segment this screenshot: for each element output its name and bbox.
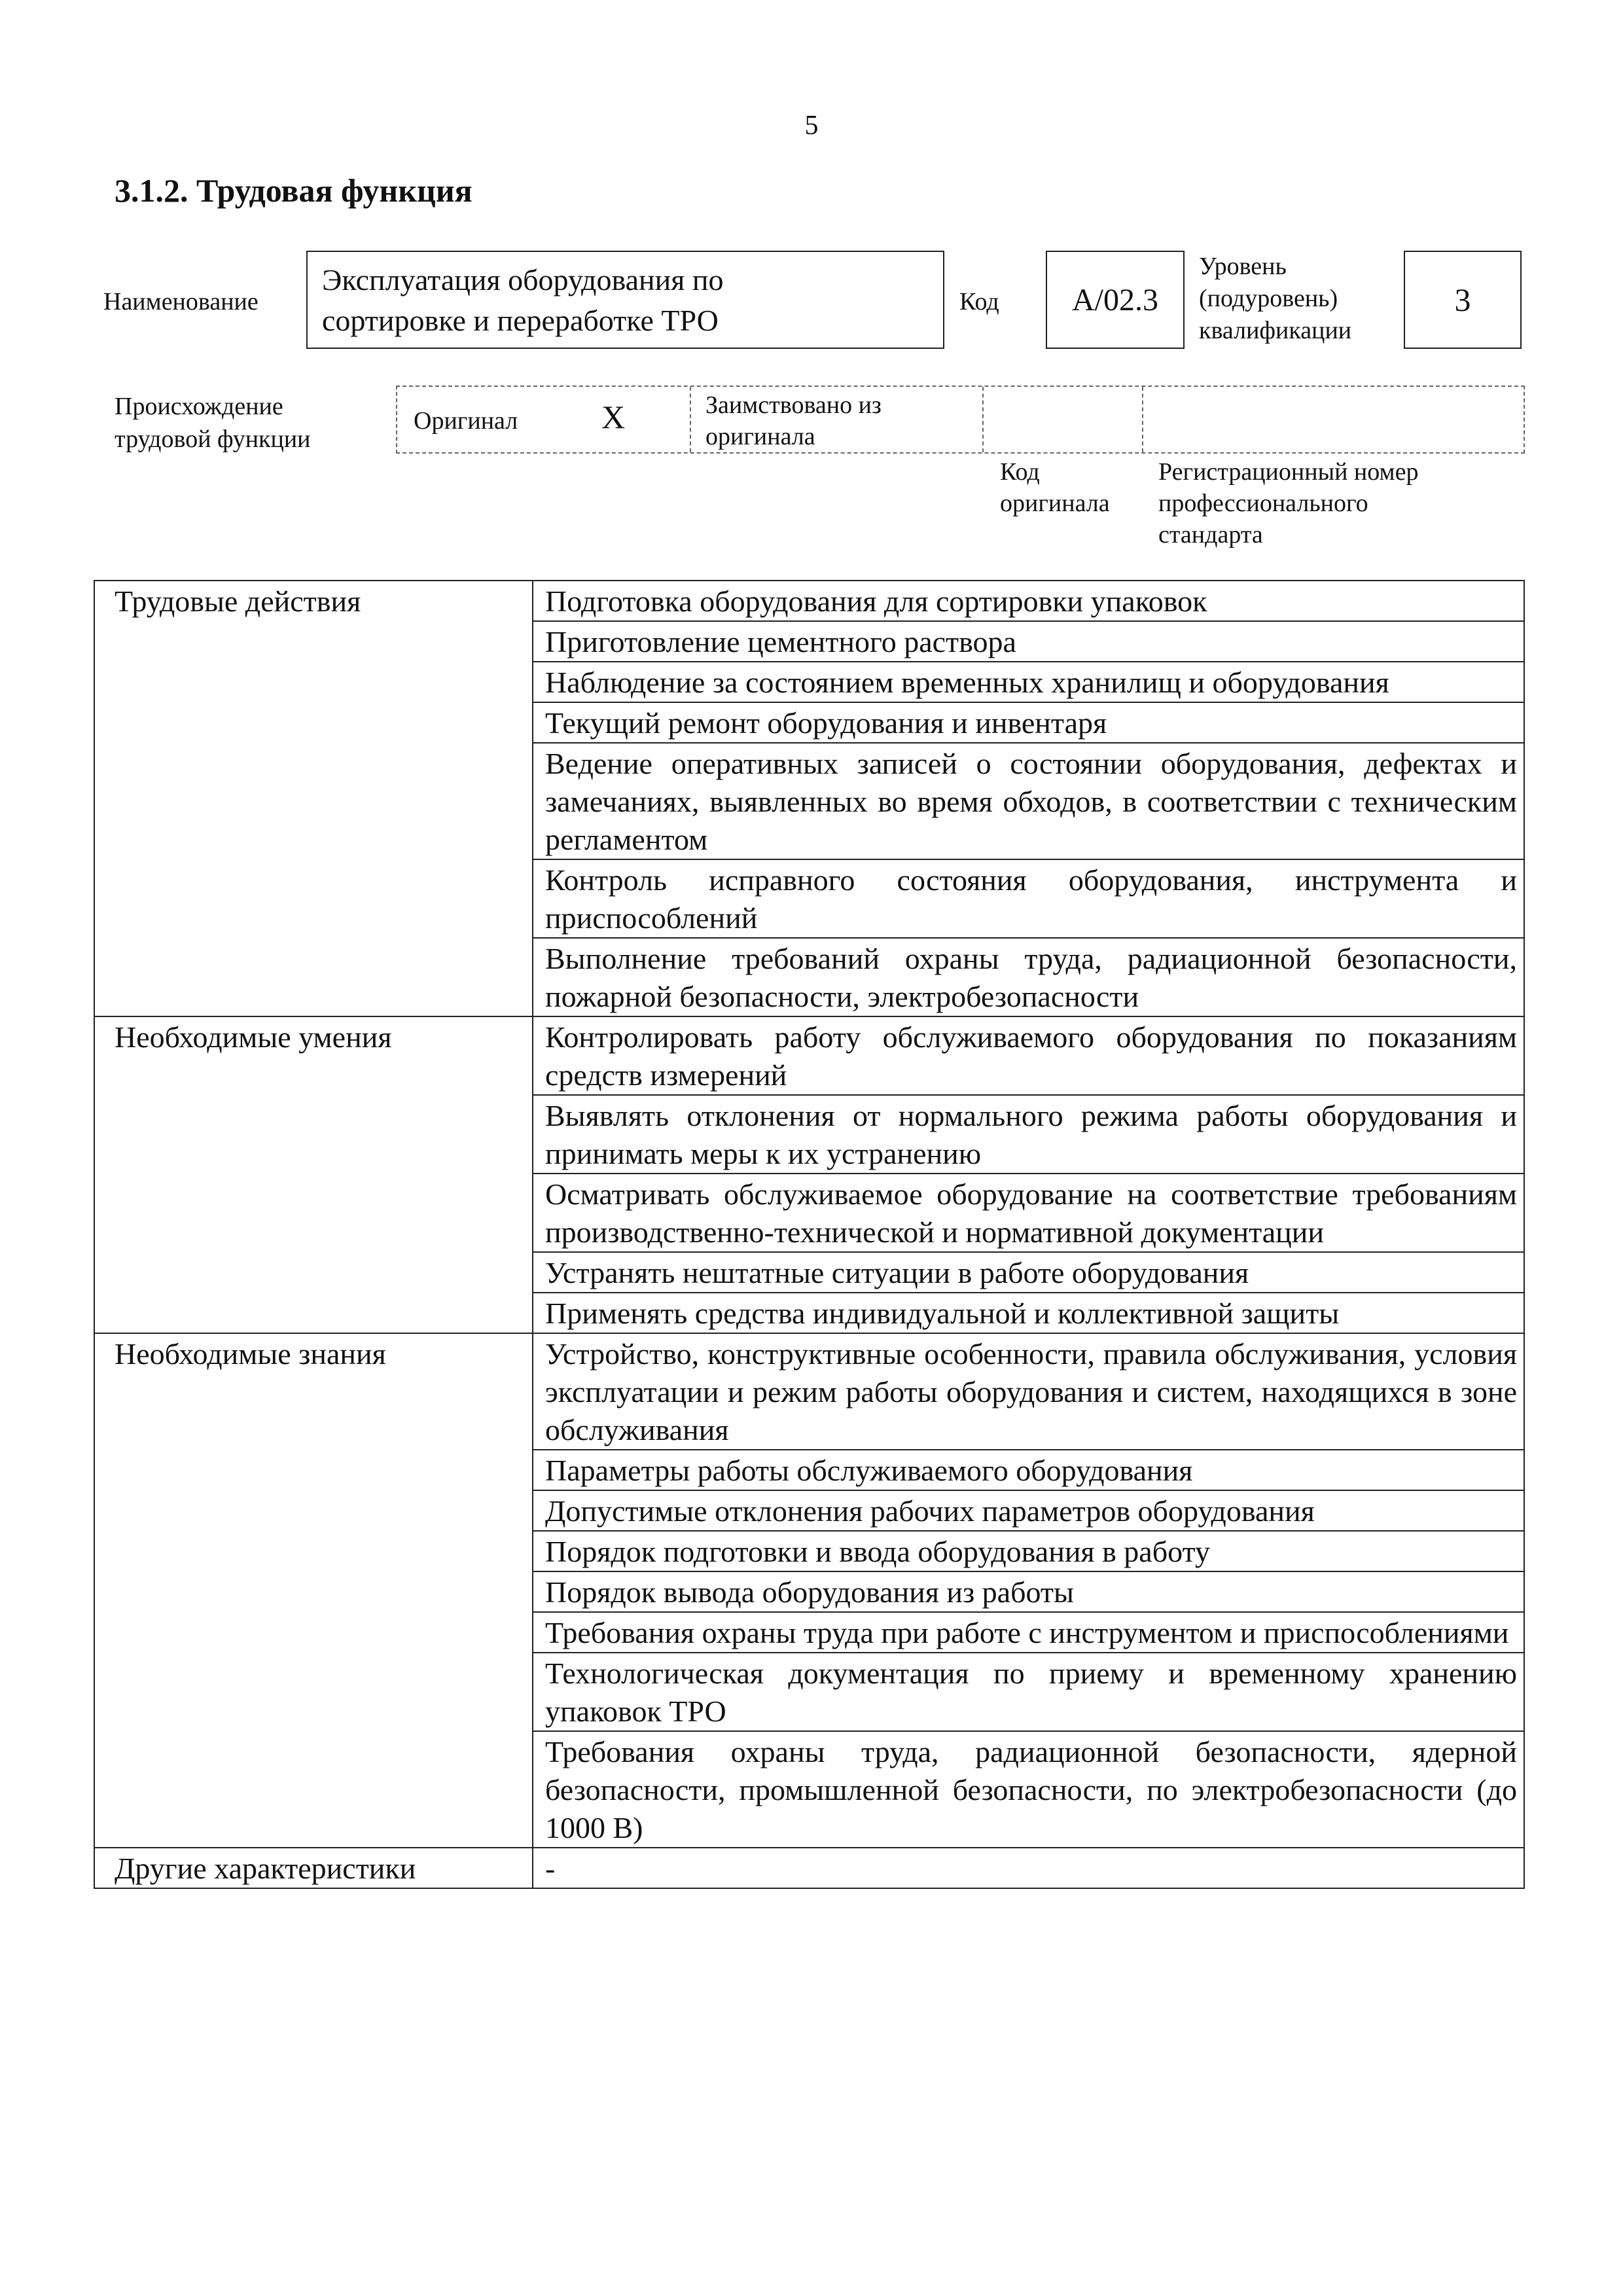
borrowed-label-line: оригинала bbox=[705, 423, 815, 450]
caption-line: профессионального bbox=[1158, 490, 1368, 517]
caption-line: Код bbox=[1000, 458, 1040, 486]
item-cell: Контролировать работу обслуживаемого оборудования по показаниям средств измерений bbox=[533, 1016, 1524, 1095]
table-row bbox=[94, 1848, 1524, 1888]
caption-line: оригинала bbox=[1000, 490, 1110, 517]
origin-code-cell bbox=[984, 387, 1143, 452]
labor-function-table bbox=[94, 580, 1525, 1889]
original-label: Оригинал bbox=[414, 407, 518, 435]
origin-label-line: трудовой функции bbox=[115, 425, 311, 453]
level-label-line: Уровень bbox=[1199, 253, 1287, 280]
code-value-box bbox=[1046, 251, 1185, 349]
origin-reg-number-cell bbox=[1143, 387, 1524, 452]
name-label: Наименование bbox=[103, 288, 259, 315]
level-label bbox=[1199, 251, 1351, 347]
function-name-line: Эксплуатация оборудования по bbox=[322, 263, 724, 296]
caption-line: Регистрационный номер bbox=[1158, 458, 1419, 486]
code-label: Код bbox=[959, 288, 999, 315]
reg-number-caption bbox=[1158, 456, 1418, 550]
page-number: 5 bbox=[804, 111, 819, 141]
level-label-line: квалификации bbox=[1199, 317, 1352, 344]
origin-table bbox=[396, 386, 1525, 454]
category-cell: Необходимые умения bbox=[94, 1016, 533, 1333]
origin-original-cell bbox=[397, 387, 691, 452]
original-mark: X bbox=[601, 399, 626, 435]
category-cell: Другие характеристики bbox=[94, 1848, 533, 1888]
code-value: А/02.3 bbox=[1072, 282, 1158, 317]
item-cell: Подготовка оборудования для сортировки упаковок bbox=[533, 581, 1524, 621]
labor-function-table-body bbox=[94, 581, 1524, 1888]
item-cell: Устранять нештатные ситуации в работе оборудования bbox=[533, 1252, 1524, 1293]
function-name-box bbox=[306, 251, 944, 349]
item-cell: Требования охраны труда, радиационной безопасности, ядерной безопасности, промышленной безопасности, по электробезопасности (до 1000 В) bbox=[533, 1731, 1524, 1848]
item-cell: Устройство, конструктивные особенности, правила обслуживания, условия эксплуатации и режим работы оборудования и систем, находящихся в зоне обслуживания bbox=[533, 1333, 1524, 1450]
item-cell: Наблюдение за состоянием временных хранилищ и оборудования bbox=[533, 662, 1524, 702]
origin-borrowed-cell bbox=[691, 387, 984, 452]
item-cell: Порядок вывода оборудования из работы bbox=[533, 1571, 1524, 1612]
item-cell: Параметры работы обслуживаемого оборудования bbox=[533, 1450, 1524, 1490]
function-name-line: сортировке и переработке ТРО bbox=[322, 304, 719, 337]
item-cell: Приготовление цементного раствора bbox=[533, 621, 1524, 662]
item-cell: Допустимые отклонения рабочих параметров оборудования bbox=[533, 1490, 1524, 1531]
section-title: 3.1.2. Трудовая функция bbox=[115, 172, 473, 209]
item-cell: Контроль исправного состояния оборудования, инструмента и приспособлений bbox=[533, 859, 1524, 938]
level-value: 3 bbox=[1454, 281, 1471, 318]
borrowed-label-line: Заимствовано из bbox=[705, 391, 882, 419]
table-row bbox=[94, 1333, 1524, 1450]
category-cell: Необходимые знания bbox=[94, 1333, 533, 1848]
table-row bbox=[94, 1016, 1524, 1095]
table-row bbox=[94, 581, 1524, 621]
caption-line: стандарта bbox=[1158, 521, 1263, 548]
original-code-caption bbox=[1000, 456, 1110, 519]
origin-label bbox=[115, 390, 311, 456]
category-cell: Трудовые действия bbox=[94, 581, 533, 1016]
item-cell: Требования охраны труда при работе с инструментом и приспособлениями bbox=[533, 1612, 1524, 1653]
item-cell: - bbox=[533, 1848, 1524, 1888]
item-cell: Выявлять отклонения от нормального режима работы оборудования и принимать меры к их устранению bbox=[533, 1095, 1524, 1174]
item-cell: Технологическая документация по приему и временному хранению упаковок ТРО bbox=[533, 1653, 1524, 1731]
level-label-line: (подуровень) bbox=[1199, 285, 1338, 312]
item-cell: Текущий ремонт оборудования и инвентаря bbox=[533, 702, 1524, 743]
item-cell: Применять средства индивидуальной и коллективной защиты bbox=[533, 1293, 1524, 1333]
item-cell: Порядок подготовки и ввода оборудования в работу bbox=[533, 1531, 1524, 1571]
item-cell: Выполнение требований охраны труда, радиационной безопасности, пожарной безопасности, электробезопасности bbox=[533, 938, 1524, 1016]
item-cell: Осматривать обслуживаемое оборудование на соответствие требованиям производственно-технической и нормативной документации bbox=[533, 1174, 1524, 1252]
level-value-box bbox=[1404, 251, 1522, 349]
item-cell: Ведение оперативных записей о состоянии оборудования, дефектах и замечаниях, выявленных во время обходов, в соответствии с техническим регламентом bbox=[533, 743, 1524, 859]
origin-label-line: Происхождение bbox=[115, 393, 283, 420]
